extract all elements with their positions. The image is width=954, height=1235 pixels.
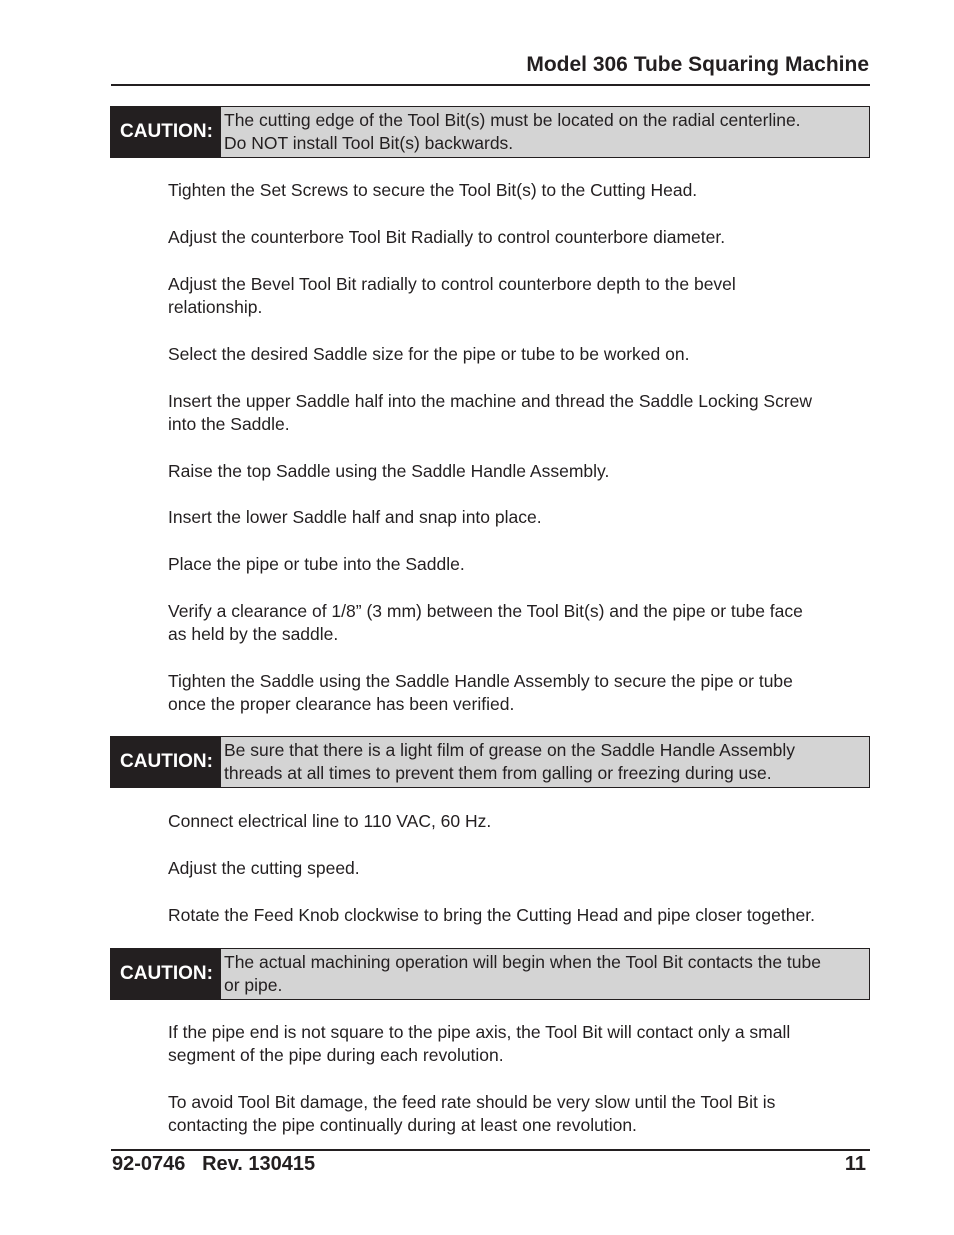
caution-label: CAUTION: [110,106,221,158]
instruction-paragraph: Adjust the Bevel Tool Bit radially to control counterbore depth to the bevel relationship. [168,274,736,317]
caution-box [110,736,870,788]
instruction-paragraph: Adjust the cutting speed. [168,858,360,878]
instruction-paragraph: To avoid Tool Bit damage, the feed rate should be very slow until the Tool Bit is contacting the pipe continually during at least one revolution. [168,1092,776,1135]
caution-label: CAUTION: [110,948,221,1000]
instruction-paragraph: Insert the upper Saddle half into the machine and thread the Saddle Locking Screw into the Saddle. [168,391,813,434]
instruction-paragraph: Tighten the Set Screws to secure the Tool Bit(s) to the Cutting Head. [168,180,698,200]
caution-text: The cutting edge of the Tool Bit(s) must be located on the radial centerline. Do NOT install Tool Bit(s) backwards. [221,106,870,158]
caution-label: CAUTION: [110,736,221,788]
caution-box [110,106,870,158]
page-header-title: Model 306 Tube Squaring Machine [526,53,869,76]
instruction-paragraph: Select the desired Saddle size for the pipe or tube to be worked on. [168,344,690,364]
document-number: 92-0746 Rev. 130415 [112,1153,316,1175]
header-rule [111,84,870,86]
footer-rule [111,1149,870,1151]
instruction-paragraph: If the pipe end is not square to the pipe axis, the Tool Bit will contact only a small segment of the pipe during each revolution. [168,1022,791,1065]
instruction-paragraph: Verify a clearance of 1/8” (3 mm) between the Tool Bit(s) and the pipe or tube face as held by the saddle. [168,601,803,644]
instruction-paragraph: Adjust the counterbore Tool Bit Radially to control counterbore diameter. [168,227,726,247]
instruction-paragraph: Tighten the Saddle using the Saddle Handle Assembly to secure the pipe or tube once the proper clearance has been verified. [168,671,793,714]
caution-box [110,948,870,1000]
caution-text: Be sure that there is a light film of grease on the Saddle Handle Assembly threads at all times to prevent them from galling or freezing during use. [221,736,870,788]
instruction-paragraph: Connect electrical line to 110 VAC, 60 Hz. [168,811,492,831]
instruction-paragraph: Rotate the Feed Knob clockwise to bring the Cutting Head and pipe closer together. [168,905,815,925]
instruction-paragraph: Insert the lower Saddle half and snap into place. [168,507,542,527]
page-number: 11 [844,1153,866,1175]
instruction-paragraph: Place the pipe or tube into the Saddle. [168,554,465,574]
instruction-paragraph: Raise the top Saddle using the Saddle Handle Assembly. [168,461,610,481]
caution-text: The actual machining operation will begin when the Tool Bit contacts the tube or pipe. [221,948,870,1000]
